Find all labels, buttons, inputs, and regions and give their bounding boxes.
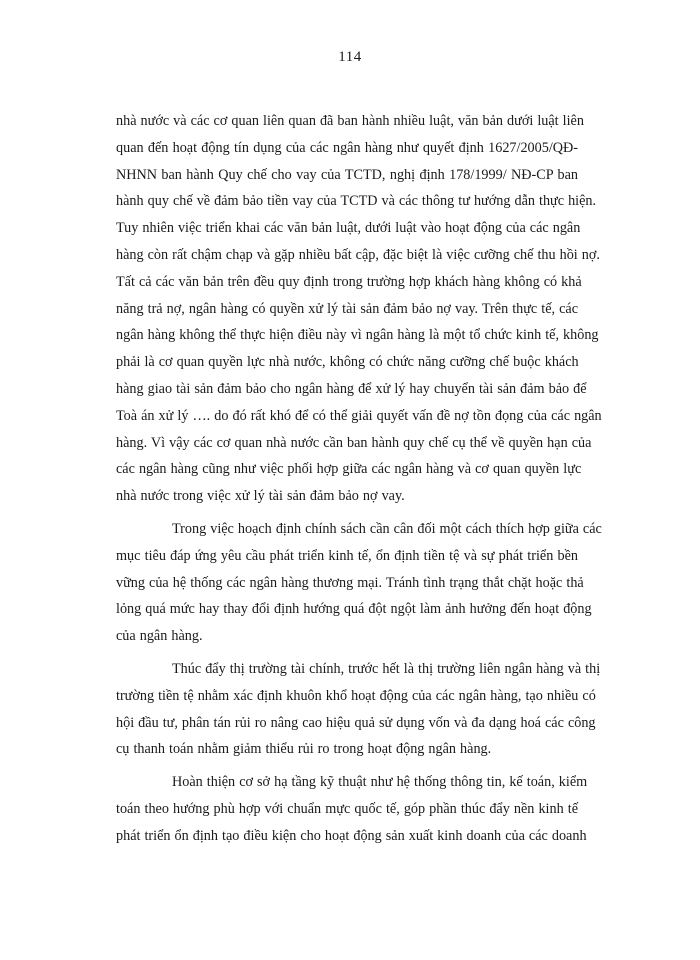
text-line: Hoàn thiện cơ sở hạ tầng kỹ thuật như hệ thống thông tin, kế toán, kiểm	[172, 774, 588, 791]
text-line: vững của hệ thống các ngân hàng thương mại. Tránh tình trạng thắt chặt hoặc thả	[116, 574, 584, 591]
text-line: Tất cả các văn bản trên đều quy định trong trường hợp khách hàng không có khả	[116, 273, 582, 290]
text-line: các ngân hàng cũng như việc phối hợp giữa các ngân hàng và cơ quan quyền lực	[116, 461, 582, 478]
text-line: hàng còn rất chậm chạp và gặp nhiều bất cập, đặc biệt là việc cưỡng chế thu hồi nợ.	[116, 246, 600, 263]
paragraph-1	[116, 108, 602, 510]
text-line: lỏng quá mức hay thay đổi định hướng quá đột ngột làm ảnh hưởng đến hoạt động	[116, 601, 592, 618]
text-line: Trong việc hoạch định chính sách cần cân đối một cách thích hợp giữa các	[172, 520, 602, 537]
text-line: hàng. Vì vậy các cơ quan nhà nước cần ban hành quy chế cụ thể về quyền hạn của	[116, 434, 592, 451]
text-line: ngân hàng không thể thực hiện điều này vì ngân hàng là một tổ chức kinh tế, không	[116, 327, 599, 344]
text-line: Tuy nhiên việc triển khai các văn bản luật, dưới luật vào hoạt động của các ngân	[116, 220, 581, 237]
text-line: phải là cơ quan quyền lực nhà nước, không có chức năng cưỡng chế buộc khách	[116, 354, 579, 371]
text-line: Toà án xử lý …. do đó rất khó để có thể giải quyết vấn đề nợ tồn đọng của các ngân	[116, 407, 602, 424]
paragraph-2	[116, 516, 602, 650]
text-line: Thúc đẩy thị trường tài chính, trước hết là thị trường liên ngân hàng và thị	[172, 660, 601, 677]
page-number: 114	[338, 49, 362, 65]
text-line: hội đầu tư, phân tán rủi ro nâng cao hiệu quả sử dụng vốn và đa dạng hoá các công	[116, 714, 596, 731]
text-line: của ngân hàng.	[116, 628, 203, 645]
text-line: mục tiêu đáp ứng yêu cầu phát triển kinh tế, ổn định tiền tệ và sự phát triển bền	[116, 547, 578, 564]
text-line: toán theo hướng phù hợp với chuẩn mực quốc tế, góp phần thúc đẩy nền kinh tế	[116, 800, 578, 817]
text-line: hành quy chế về đảm bảo tiền vay của TCTD và các thông tư hướng dẫn thực hiện.	[116, 193, 597, 210]
text-line: cụ thanh toán nhằm giảm thiểu rủi ro trong hoạt động ngân hàng.	[116, 741, 492, 758]
text-line: nhà nước và các cơ quan liên quan đã ban hành nhiều luật, văn bản dưới luật liên	[116, 113, 584, 129]
document-body	[116, 108, 602, 850]
text-line: hàng giao tài sản đảm bảo cho ngân hàng để xử lý hay chuyển tài sản đảm bảo để	[116, 380, 587, 397]
text-line: quan đến hoạt động tín dụng của các ngân hàng như quyết định 1627/2005/QĐ-	[116, 139, 578, 156]
text-line: trường tiền tệ nhằm xác định khuôn khổ hoạt động của các ngân hàng, tạo nhiều có	[116, 687, 596, 704]
text-line: năng trả nợ, ngân hàng có quyền xử lý tài sản đảm bảo nợ vay. Trên thực tế, các	[116, 300, 579, 317]
text-line: phát triển ổn định tạo điều kiện cho hoạt động sản xuất kinh doanh của các doanh	[116, 827, 587, 844]
paragraph-3	[116, 656, 601, 763]
paragraph-4	[116, 769, 588, 849]
text-line: NHNN ban hành Quy chế cho vay của TCTD, nghị định 178/1999/ NĐ-CP ban	[116, 166, 578, 183]
text-line: nhà nước trong việc xử lý tài sản đảm bảo nợ vay.	[116, 488, 405, 505]
